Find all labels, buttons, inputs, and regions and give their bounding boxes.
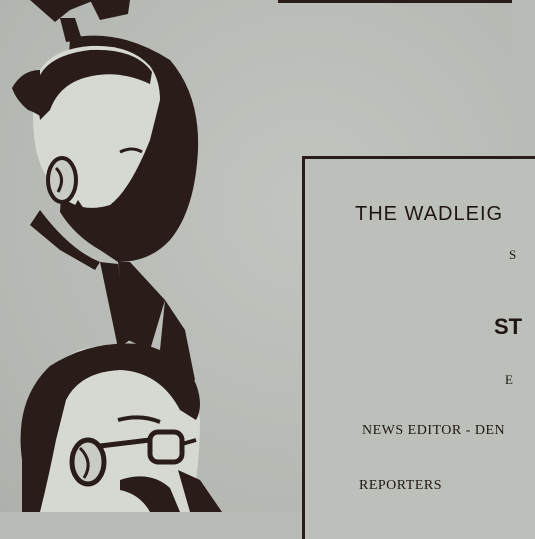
top-figure-fragment-icon [30, 0, 130, 42]
staff-box [302, 156, 535, 539]
news-editor-line: NEWS EDITOR - DEN [362, 423, 506, 438]
man-with-mustache-portrait-icon [12, 36, 198, 390]
editor-fragment: E [505, 372, 513, 387]
subtitle-fragment: S [509, 247, 517, 262]
newspaper-masthead: THE WADLEIG [355, 203, 504, 225]
top-rule-line [278, 0, 512, 3]
reporters-heading: REPORTERS [359, 478, 443, 493]
section-heading: ST [494, 314, 523, 339]
